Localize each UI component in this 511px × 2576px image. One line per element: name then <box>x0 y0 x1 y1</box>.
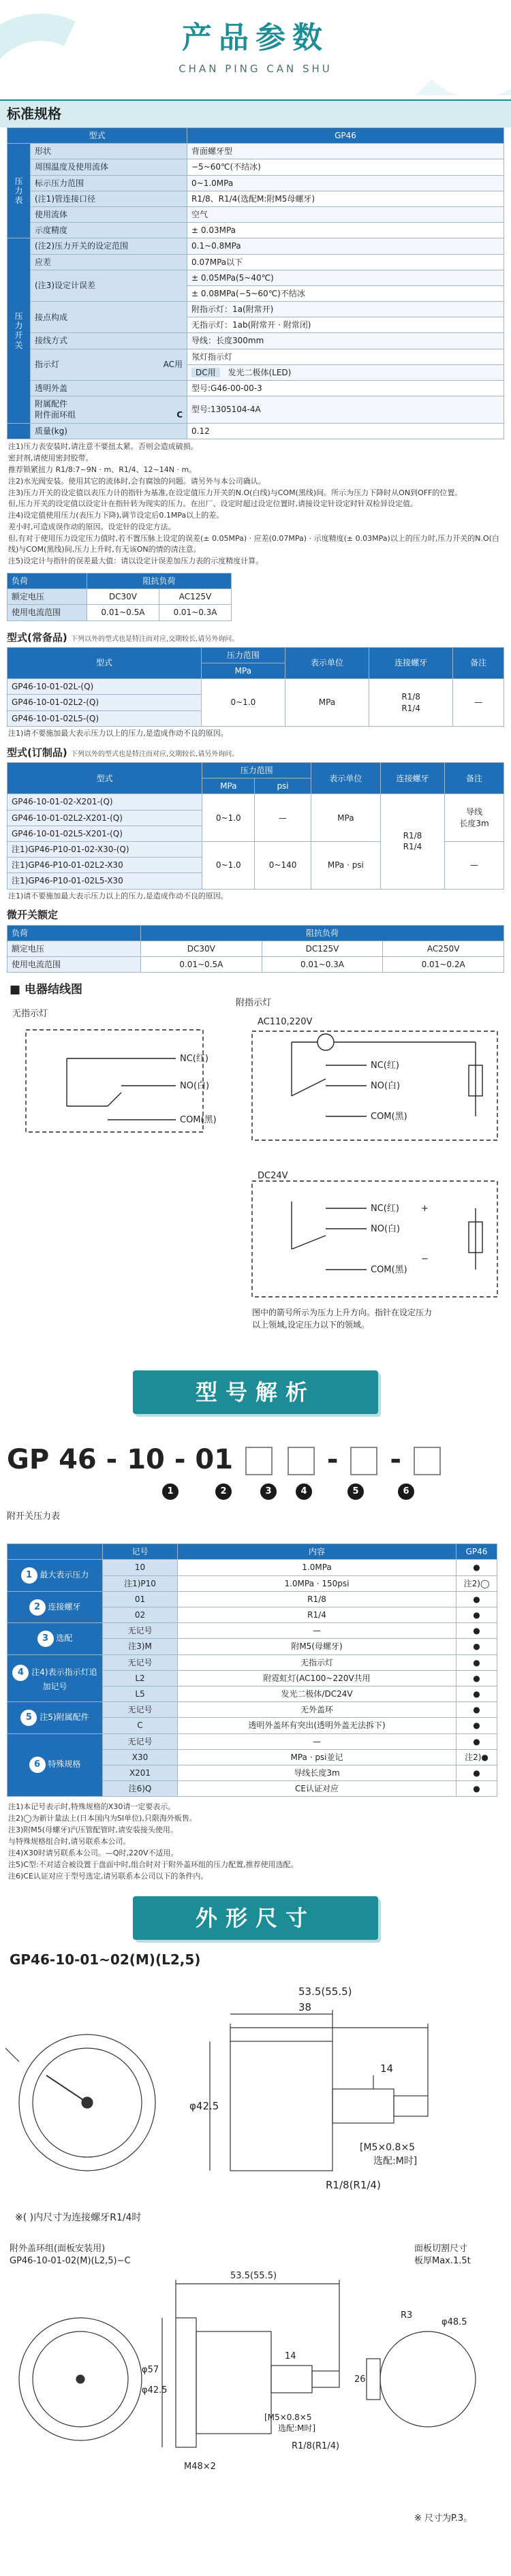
spec-value: 导线：长度300mm <box>187 333 504 349</box>
spec-col-model: GP46 <box>187 128 504 144</box>
decode-code: 无记号 <box>103 1654 178 1670</box>
dimension-title: 外形尺寸 <box>133 1896 378 1940</box>
panel-dim-14: 14 <box>285 2351 296 2361</box>
panel-cut-title-b: 板厚Max.1.5t <box>414 2255 471 2266</box>
micro-switch-title: 微开关额定 <box>7 909 59 922</box>
spec-label: 应差 <box>31 254 187 270</box>
spec-value: 0.07MPa以下 <box>187 254 504 270</box>
wiring-diagram <box>5 977 506 1358</box>
model-thread <box>369 679 453 727</box>
spec-cat-gauge: 压力表 <box>7 144 31 238</box>
decode-content: — <box>178 1733 456 1749</box>
remark-text: 导线 <box>466 807 483 817</box>
panel-drawing <box>5 2243 506 2529</box>
decode-mark: ● <box>456 1591 497 1607</box>
model-range-mpa: 0~1.0 <box>202 794 255 842</box>
decode-code: X30 <box>103 1749 178 1765</box>
decode-code: 01 <box>103 1591 178 1607</box>
panel-page-note: ※ 尺寸为P.3。 <box>414 2513 473 2524</box>
decode-code: 注3)M <box>103 1639 178 1654</box>
panel-dim-26: 26 <box>354 2374 366 2385</box>
spec-value-text: 发光二极体(LED) <box>228 367 292 377</box>
decode-content: 透明外盖环有突出(透明外盖无法拆下) <box>178 1718 456 1733</box>
col-type: 型式 <box>7 647 202 678</box>
model-name: GP46-10-01-02L5-X201-(Q) <box>7 826 202 841</box>
wire-no-label: NO(白) <box>371 1224 401 1235</box>
decode-content: 无外盖环 <box>178 1702 456 1718</box>
thread-value: R1/8 <box>403 831 422 841</box>
spec-label: (注3)设定计误差 <box>31 270 187 301</box>
model-range-psi: — <box>255 794 311 842</box>
dim-phi: φ42.5 <box>189 2099 219 2112</box>
model-decode-title: 型号解析 <box>133 1370 378 1414</box>
switch-value: 0.01~0.2A <box>383 957 504 973</box>
spec-value: ± 0.05MPa(5~40℃) <box>187 270 504 285</box>
spec-label: 示度精度 <box>31 223 187 238</box>
dim-m5b: 选配:M时] <box>373 2155 418 2167</box>
section-note: 下列以外的型式也是特注而对应,交期较长,请另外询问。 <box>70 750 239 758</box>
item-number: 3 <box>37 1631 54 1647</box>
caption-line: 图中的箭号所示为压力上升方向。指针在设定压力 <box>252 1308 433 1318</box>
note-line: 注3)附M5(母螺牙)汽压管配管时,请安装接头使用。 <box>8 1825 178 1835</box>
item-name: 连接螺牙 <box>48 1601 81 1612</box>
decode-code: 无记号 <box>103 1733 178 1749</box>
load-col: 阻抗负荷 <box>87 574 231 589</box>
decode-content: MPa · psi並记 <box>178 1749 456 1765</box>
model-code <box>7 1441 444 1478</box>
note-line: 但,有对于使用压力设定压力值时,若不置压脉上设定的误差(± 0.05MPa) · 应差(0.07MPa) · 示度精度(± 0.03MPa)以上的压力时,压力开关的N.O(白线)与COM(黑线)间,压力上升时,有无该ON的情的清注意。 <box>8 534 499 554</box>
col-load: 负荷 <box>7 925 141 941</box>
item-name: 特殊规格 <box>48 1759 81 1770</box>
model-name: 注1)GP46-P10-01-02L2-X30 <box>7 858 202 873</box>
col-display: 表示单位 <box>285 647 369 678</box>
spec-value: ± 0.03MPa <box>187 223 504 238</box>
note-line: 注2)水光阀安装。使用其它的流体时,会有腐蚀的问题。请另外与本公司确认。 <box>8 476 266 486</box>
spec-label: 周围温度及使用流体 <box>31 159 187 175</box>
code-marker-1: 1 <box>162 1483 179 1500</box>
remark-text: 长度3m <box>459 818 489 828</box>
switch-value: AC250V <box>383 941 504 956</box>
decode-mark: 注2)● <box>456 1749 497 1765</box>
panel-dim-width: 53.5(55.5) <box>230 2270 277 2281</box>
section-heading: 型式(常备品) <box>7 631 67 644</box>
wire-no-label: NO(白) <box>371 1081 401 1092</box>
decode-mark: ● <box>456 1607 497 1623</box>
decode-code: L5 <box>103 1686 178 1701</box>
wire-no-label: NO(白) <box>180 1081 210 1092</box>
load-value: DC30V <box>87 589 159 605</box>
custom-models-table <box>7 762 504 890</box>
spec-col-type: 型式 <box>7 128 187 144</box>
spec-value: 0.1~0.8MPa <box>187 238 504 254</box>
note-line: 与特殊规格组合时,请另联系本公司。 <box>8 1837 131 1847</box>
col-load-type: 阻抗负荷 <box>140 925 504 941</box>
decode-content: 发光二极体/DC24V <box>178 1686 456 1701</box>
spec-cat-switch: 压力开关 <box>7 238 31 423</box>
decode-mark: ● <box>456 1560 497 1575</box>
item-number: 6 <box>29 1757 46 1773</box>
note-line: 注1)压力表安装时,请注意不要扭太紧。否则会造成破损。 <box>8 441 198 451</box>
item-name: 最大表示压力 <box>40 1570 89 1580</box>
spec-label: 透明外盖 <box>31 381 187 396</box>
section-note: 下列以外的型式也是特注而对应,交期较长,请另外询问。 <box>70 635 239 643</box>
col-range: 压力范围 <box>202 763 311 779</box>
decode-col-gp46: GP46 <box>456 1544 497 1560</box>
wiring-ac-label: AC110,220V <box>258 1017 313 1028</box>
spec-label: 形状 <box>31 144 187 159</box>
row-label: 额定电压 <box>7 941 141 956</box>
decode-content: 附霓虹灯(AC100~220V共用 <box>178 1670 456 1686</box>
item-name: 注5)附属配件 <box>40 1712 89 1722</box>
spec-value: −5~60℃(不结冰) <box>187 159 504 175</box>
decode-mark: ● <box>456 1686 497 1701</box>
spec-value: 型号:1305104-4A <box>187 396 504 423</box>
code-box-4 <box>288 1447 315 1475</box>
decode-content: 导线长度3m <box>178 1765 456 1780</box>
panel-cut-title-a: 面板切割尺寸 <box>414 2243 468 2254</box>
spec-notes <box>0 439 511 569</box>
panel-dim-r: R1/8(R1/4) <box>292 2440 340 2451</box>
spec-label: 标示压力范围 <box>31 175 187 191</box>
code-marker-4: 4 <box>296 1483 312 1500</box>
spec-value: 空气 <box>187 206 504 222</box>
decode-mark: ● <box>456 1765 497 1780</box>
wiring-with-lamp-label: 附指示灯 <box>236 998 272 1009</box>
caption-line: 以上领域,设定压力以下的领域。 <box>252 1320 369 1330</box>
wiring-dc-label: DC24V <box>258 1171 288 1182</box>
dim-m5: [M5×0.8×5 <box>360 2141 416 2153</box>
row-label: 使用电流范围 <box>7 957 141 973</box>
spec-label <box>31 349 187 380</box>
spec-value: ± 0.08MPa(−5~60℃)不结冰 <box>187 285 504 301</box>
col-unit: MPa <box>201 663 285 679</box>
decode-mark: ● <box>456 1670 497 1686</box>
decode-item <box>7 1591 103 1622</box>
code-seg2: 01 <box>195 1444 234 1476</box>
decode-notes <box>0 1800 511 1884</box>
decode-mark: 注2)◯ <box>456 1575 497 1591</box>
decode-content: CE认证对应 <box>178 1781 456 1797</box>
decode-col-content: 内容 <box>178 1544 456 1560</box>
model-name: 注1)GP46-P10-01-02L5-X30 <box>7 873 202 889</box>
model-name: GP46-10-01-02L2-(Q) <box>7 695 202 710</box>
custom-models-footnote: 注1)请不要施加最大表示压力以上的压力,是造成作动不良的原因。 <box>8 891 228 900</box>
item-name: 选配 <box>56 1633 73 1643</box>
model-code-diagram <box>7 1421 504 1543</box>
decode-code: L2 <box>103 1670 178 1686</box>
model-name: GP46-10-01-02-X201-(Q) <box>7 794 202 810</box>
panel-dim-m5b: 选配:M时] <box>278 2423 316 2433</box>
micro-switch-table <box>7 925 504 973</box>
decode-mark: ● <box>456 1639 497 1654</box>
thread-value: R1/4 <box>401 703 420 713</box>
code-dash: - <box>326 1444 339 1476</box>
note-line: 但,压力开关的设定值以设定计在指针转为现实的压力。在出厂、设定时超过设定位置时,请接设定针设定时针双检异设定值。 <box>8 499 418 509</box>
dim-14: 14 <box>380 2062 394 2075</box>
wire-com-label: COM(黑) <box>371 1112 407 1122</box>
note-line: 差小时,可造成误作动的原因。设定针的设定方法。 <box>8 522 176 532</box>
spec-label-text: 指示灯 <box>35 360 60 370</box>
dimension-note: ※( )内尺寸为连接螺牙R1/4时 <box>15 2212 142 2223</box>
model-name: 注1)GP46-P10-01-02-X30-(Q) <box>7 841 202 857</box>
col-thread: 连接螺牙 <box>380 763 444 794</box>
decode-mark: ● <box>456 1623 497 1639</box>
dim-38: 38 <box>298 2000 312 2013</box>
load-col: 负荷 <box>7 574 87 589</box>
col-psi: psi <box>255 779 311 794</box>
spec-label: 质量(kg) <box>31 423 187 439</box>
code-box-3 <box>245 1447 273 1475</box>
spec-value: 氖灯指示灯 <box>187 349 504 364</box>
wiring-caption <box>252 1306 432 1331</box>
note-line: 注4)X30时请另联系本公司。—Q时,220V不适用。 <box>8 1849 179 1857</box>
switch-value: DC125V <box>262 941 383 956</box>
decode-code: 无记号 <box>103 1702 178 1718</box>
note-line: 注4)设定值使用压力(表压力下降),调节设定后0.1MPa以上的差。 <box>8 511 224 520</box>
spec-sublabel: AC用 <box>163 360 183 370</box>
panel-title-b: GP46-10-01-02(M)(L2,5)−C <box>10 2255 131 2266</box>
spec-label: 使用流体 <box>31 206 187 222</box>
page-subtitle: CHAN PING CAN SHU <box>179 63 332 76</box>
decode-item <box>7 1623 103 1654</box>
decode-content: 无指示灯 <box>178 1654 456 1670</box>
item-name: 注4)表示指示灯追加记号 <box>31 1667 97 1691</box>
dimension-drawing <box>5 1973 506 2232</box>
decode-content: 1.0MPa · 150psi <box>178 1575 456 1591</box>
model-display: MPa · psi <box>311 841 380 889</box>
decode-code: 无记号 <box>103 1623 178 1639</box>
thread-value: R1/4 <box>403 842 422 852</box>
code-marker-6: 6 <box>398 1483 414 1500</box>
switch-value: 0.01~0.5A <box>140 957 262 973</box>
item-number: 2 <box>29 1599 46 1616</box>
spec-label: (注1)管连接口径 <box>31 191 187 206</box>
code-dash: - <box>390 1444 401 1476</box>
decode-code: 02 <box>103 1607 178 1623</box>
panel-title-a: 附外盖环组(面板安装用) <box>10 2243 106 2254</box>
decode-mark: ● <box>456 1654 497 1670</box>
panel-dim-r3: R3 <box>401 2310 413 2321</box>
load-value: 0.01~0.3A <box>159 605 231 621</box>
item-number: 4 <box>12 1665 29 1681</box>
standard-models-footnote: 注1)请不要施加最大表示压力以上的压力,是造成作动不良的原因。 <box>8 728 228 738</box>
code-box-5 <box>350 1447 377 1475</box>
col-mpa: MPa <box>202 779 255 794</box>
spec-sublabel-c: C <box>176 410 183 420</box>
header-banner <box>0 0 511 95</box>
panel-svg <box>5 2243 506 2529</box>
decode-code: 10 <box>103 1560 178 1575</box>
wire-nc-label: NC(红) <box>180 1054 208 1065</box>
decode-item <box>7 1560 103 1591</box>
col-thread: 连接螺牙 <box>369 647 453 678</box>
spec-value: 无指示灯：1ab(附常开 · 附常闭) <box>187 317 504 333</box>
panel-dim-phi-cut: φ48.5 <box>442 2316 467 2327</box>
load-row-label: 使用电流范围 <box>7 605 87 621</box>
switch-value: DC30V <box>140 941 262 956</box>
switch-value: 0.01~0.3A <box>262 957 383 973</box>
spec-label: 接点构成 <box>31 302 187 333</box>
model-range: 0~1.0 <box>201 679 285 727</box>
note-line: 推荐锁紧扭力 R1/8:7~9N · m、R1/4、12~14N · m。 <box>8 465 197 474</box>
dim-r: R1/8(R1/4) <box>326 2178 381 2191</box>
standard-models-table <box>7 647 504 727</box>
dim-width: 53.5(55.5) <box>298 1985 352 1998</box>
wire-nc-label: NC(红) <box>371 1061 399 1071</box>
attach-label: 附开关压力表 <box>7 1511 61 1522</box>
code-box-6 <box>414 1447 441 1475</box>
model-thread <box>380 794 444 889</box>
decode-content: — <box>178 1623 456 1639</box>
wire-plus-label: + <box>421 1204 429 1214</box>
spec-value: 型号:G46-00-00-3 <box>187 381 504 396</box>
dimension-model-line: GP46-10-01~02(M)(L2,5) <box>10 1951 201 1968</box>
wire-minus-label: − <box>421 1254 429 1265</box>
decode-mark: ● <box>456 1702 497 1718</box>
custom-models-title <box>0 740 511 762</box>
model-remark <box>445 794 504 842</box>
note-line: 密封剂,请使用密封胶带。 <box>8 453 93 462</box>
decode-mark: ● <box>456 1718 497 1733</box>
code-dash: - <box>174 1444 186 1476</box>
load-row-label: 额定电压 <box>7 589 87 605</box>
spec-value: 0~1.0MPa <box>187 175 504 191</box>
col-type: 型式 <box>7 763 202 794</box>
decode-code: C <box>103 1718 178 1733</box>
spec-sublabel: 附件面环组 <box>35 410 76 420</box>
model-remark: — <box>453 679 504 727</box>
spec-value: 0.12 <box>187 423 504 439</box>
model-name: GP46-10-01-02L-(Q) <box>7 679 202 695</box>
spec-value: 背面螺牙型 <box>187 144 504 159</box>
spec-label: 接线方式 <box>31 333 187 349</box>
model-range-psi: 0~140 <box>255 841 311 889</box>
model-display: MPa <box>285 679 369 727</box>
load-table <box>7 573 232 621</box>
col-remark: 备注 <box>453 647 504 678</box>
spec-value <box>187 364 504 380</box>
decode-col-blank <box>7 1544 103 1560</box>
decode-content: R1/4 <box>178 1607 456 1623</box>
wire-com-label: COM(黑) <box>180 1115 217 1126</box>
spec-value: 附指示灯：1a(附常开) <box>187 302 504 317</box>
col-remark: 备注 <box>445 763 504 794</box>
decode-code: X201 <box>103 1765 178 1780</box>
section-heading: 型式(订制品) <box>7 746 67 759</box>
spec-label-text: 附属配件 <box>35 399 68 409</box>
panel-dim-phi57: φ57 <box>142 2364 159 2375</box>
dimension-svg <box>5 1973 506 2232</box>
decode-content: 附M5(母螺牙) <box>178 1639 456 1654</box>
note-line: 注1)本记号表示时,特殊规格的X30请一定要表示。 <box>8 1802 176 1812</box>
thread-value: R1/8 <box>401 692 420 702</box>
decode-col-code: 记号 <box>103 1544 178 1560</box>
note-line: 注2)◯为新计量法上(日本国内为SI单位),只限海外贩售。 <box>8 1814 197 1823</box>
code-seg1: 10 <box>127 1444 165 1476</box>
panel-dim-m5: [M5×0.8×5 <box>264 2412 312 2422</box>
load-value: 0.01~0.5A <box>87 605 159 621</box>
decode-item <box>7 1733 103 1797</box>
code-marker-3: 3 <box>260 1483 277 1500</box>
decode-mark: ● <box>456 1733 497 1749</box>
section-title-spec: 标准规格 <box>0 99 511 127</box>
wiring-no-lamp-label: 无指示灯 <box>12 1009 48 1020</box>
model-remark: — <box>445 841 504 889</box>
panel-dim-phi42: φ42.5 <box>142 2385 168 2396</box>
panel-dim-m48: M48×2 <box>184 2461 216 2472</box>
item-number: 1 <box>21 1567 37 1584</box>
item-number: 5 <box>20 1710 37 1726</box>
note-line: 注6)CE认证对应于型号选定,请另联系本公司以下的条件内。 <box>8 1871 208 1881</box>
spec-cat-blank <box>7 423 31 439</box>
spec-label <box>31 396 187 423</box>
col-display: 表示单位 <box>311 763 380 794</box>
model-name: GP46-10-01-02L5-(Q) <box>7 710 202 726</box>
model-name: GP46-10-01-02L2-X201-(Q) <box>7 810 202 826</box>
spec-table <box>7 127 504 439</box>
decode-content: R1/8 <box>178 1591 456 1607</box>
decode-code: 注1)P10 <box>103 1575 178 1591</box>
decode-content: 1.0MPa <box>178 1560 456 1575</box>
model-decode-table <box>7 1543 497 1797</box>
wire-com-label: COM(黑) <box>371 1265 407 1276</box>
code-marker-5: 5 <box>347 1483 364 1500</box>
decode-item <box>7 1654 103 1702</box>
col-range: 压力范围 <box>201 647 285 663</box>
note-line: 注3)压力开关的设定值以表压力计的指针为基准,在设定值压力开关的N.O(白线)与COM(黑线)间。所示为压力下降时从ON到OFF的位置。 <box>8 488 463 497</box>
standard-models-title <box>0 625 511 647</box>
model-display: MPa <box>311 794 380 842</box>
page-title: 产品参数 <box>182 20 329 55</box>
wiring-svg <box>5 977 506 1358</box>
wire-nc-label: NC(红) <box>371 1204 399 1214</box>
decode-mark: ● <box>456 1781 497 1797</box>
spec-label: (注2)压力开关的设定范围 <box>31 238 187 254</box>
spec-sublabel: DC用 <box>191 368 220 377</box>
wiring-title: ■ 电器结线图 <box>10 983 82 997</box>
note-line: 注5)设定计与指针的误差最大值：请以设定计误差加压力表的示度精度计算。 <box>8 556 264 566</box>
code-prefix: GP 46 - <box>7 1444 118 1476</box>
code-marker-2: 2 <box>215 1483 232 1500</box>
decode-code: 注6)Q <box>103 1781 178 1797</box>
note-line: 注5)C型:不对适合被设置于盘面中时,组合时对于附外盖环组的压力配置,推荐使用选配。 <box>8 1859 298 1869</box>
model-range-mpa: 0~1.0 <box>202 841 255 889</box>
decode-item <box>7 1702 103 1733</box>
load-value: AC125V <box>159 589 231 605</box>
spec-value: R1/8、R1/4(选配M:附M5母螺牙) <box>187 191 504 206</box>
